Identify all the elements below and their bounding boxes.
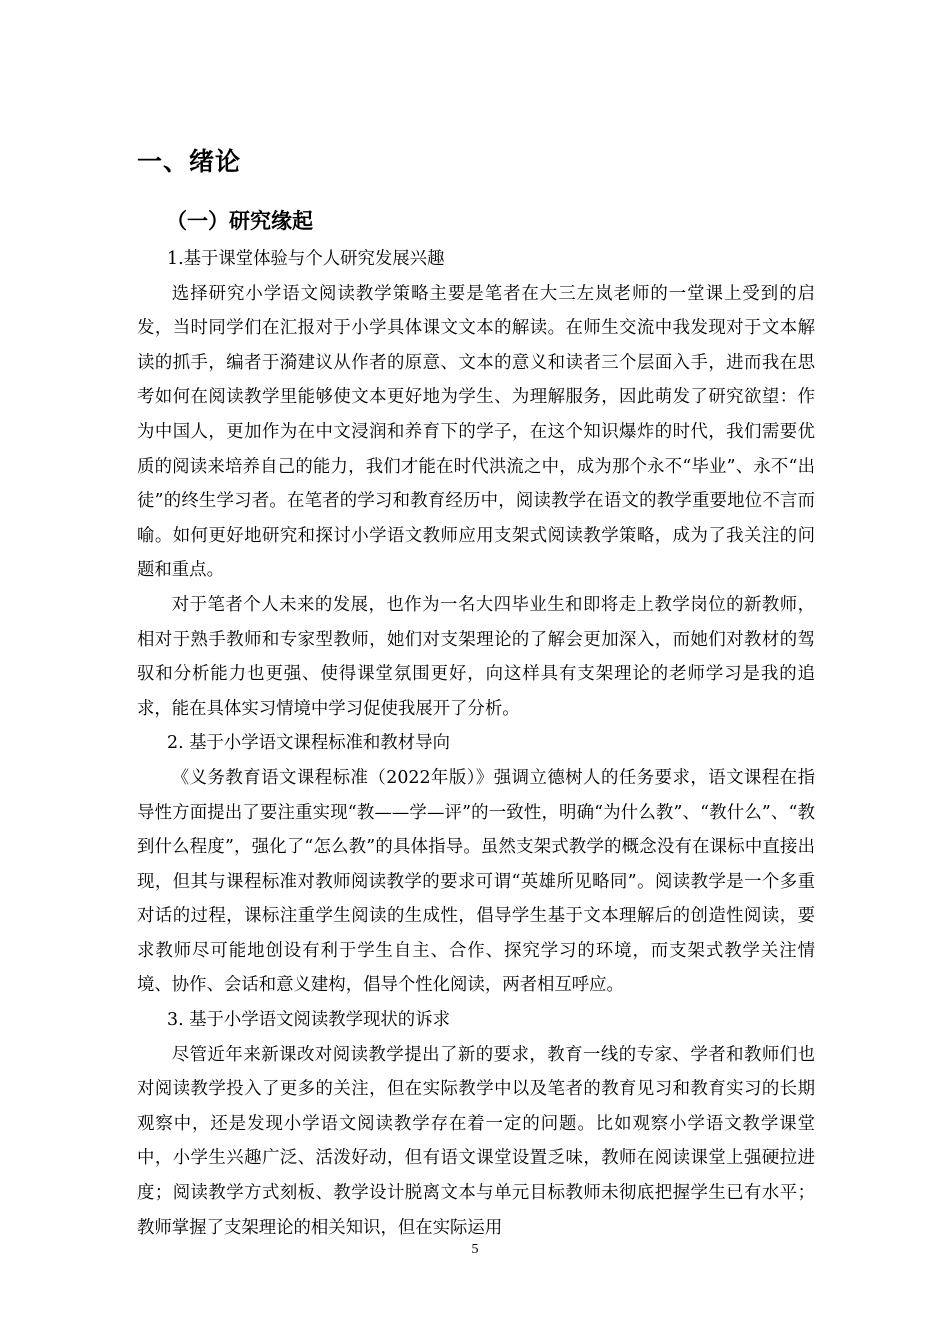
paragraph: 选择研究小学语文阅读教学策略主要是笔者在大三左岚老师的一堂课上受到的启发，当时同学们在汇报对于小学具体课文文本的解读。在师生交流中我发现对于文本解读的抓手，编者于漪建议从作者的原意、文本的意义和读者三个层面入手，进而我在思考如何在阅读教学里能够使文本更好地为学生、为理解服务，因此萌发了研究欲望：作为中国人，更加作为在中文浸润和养育下的学子，在这个知识爆炸的时代，我们需要优质的阅读来培养自己的能力，我们才能在时代洪流之中，成为那个永不“毕业”、永不“出徒”的终生学习者。在笔者的学习和教育经历中，阅读教学在语文的教学重要地位不言而喻。如何更好地研究和探讨小学语文教师应用支架式阅读教学策略，成为了我关注的问题和重点。 (137, 283, 815, 581)
subsection-heading: 2. 基于小学语文课程标准和教材导向 (167, 733, 450, 754)
page-number: 5 (471, 1242, 479, 1257)
paragraph: 尽管近年来新课改对阅读教学提出了新的要求，教育一线的专家、学者和教师们也对阅读教学投入了更多的关注，但在实际教学中以及笔者的教育见习和教育实习的长期观察中，还是发现小学语文阅读教学存在着一定的问题。比如观察小学语文教学课堂中，小学生兴趣广泛、活泼好动，但有语文课堂设置乏味，教师在阅读课堂上强硬拉进度；阅读教学方式刻板、教学设计脱离文本与单元目标教师未彻底把握学生已有水平；教师掌握了支架理论的相关知识，但在实际运用 (137, 1044, 815, 1238)
subsection-heading: 3. 基于小学语文阅读教学现状的诉求 (167, 1010, 450, 1031)
chapter-title: 一、绪论 (137, 147, 242, 176)
section-title: （一）研究缘起 (166, 209, 313, 233)
paragraph: 对于笔者个人未来的发展，也作为一名大四毕业生和即将走上教学岗位的新教师，相对于熟手教师和专家型教师，她们对支架理论的了解会更加深入，而她们对教材的驾驭和分析能力也更强、使得课堂氛围更好，向这样具有支架理论的老师学习是我的追求，能在具体实习情境中学习促使我展开了分析。 (137, 594, 815, 719)
paragraph: 《义务教育语文课程标准（2022年版）》强调立德树人的任务要求，语文课程在指导性方面提出了要注重实现“教——学—评”的一致性，明确“为什么教”、“教什么”、“教到什么程度”，强化了“怎么教”的具体指导。虽然支架式教学的概念没有在课标中直接出现，但其与课程标准对教师阅读教学的要求可谓“英雄所见略同”。阅读教学是一个多重对话的过程，课标注重学生阅读的生成性，倡导学生基于文本理解后的创造性阅读，要求教师尽可能地创设有利于学生自主、合作、探究学习的环境，而支架式教学关注情境、协作、会话和意义建构，倡导个性化阅读，两者相互呼应。 (137, 767, 815, 996)
body-text (137, 242, 815, 1245)
subsection-heading: 1.基于课堂体验与个人研究发展兴趣 (167, 249, 445, 269)
